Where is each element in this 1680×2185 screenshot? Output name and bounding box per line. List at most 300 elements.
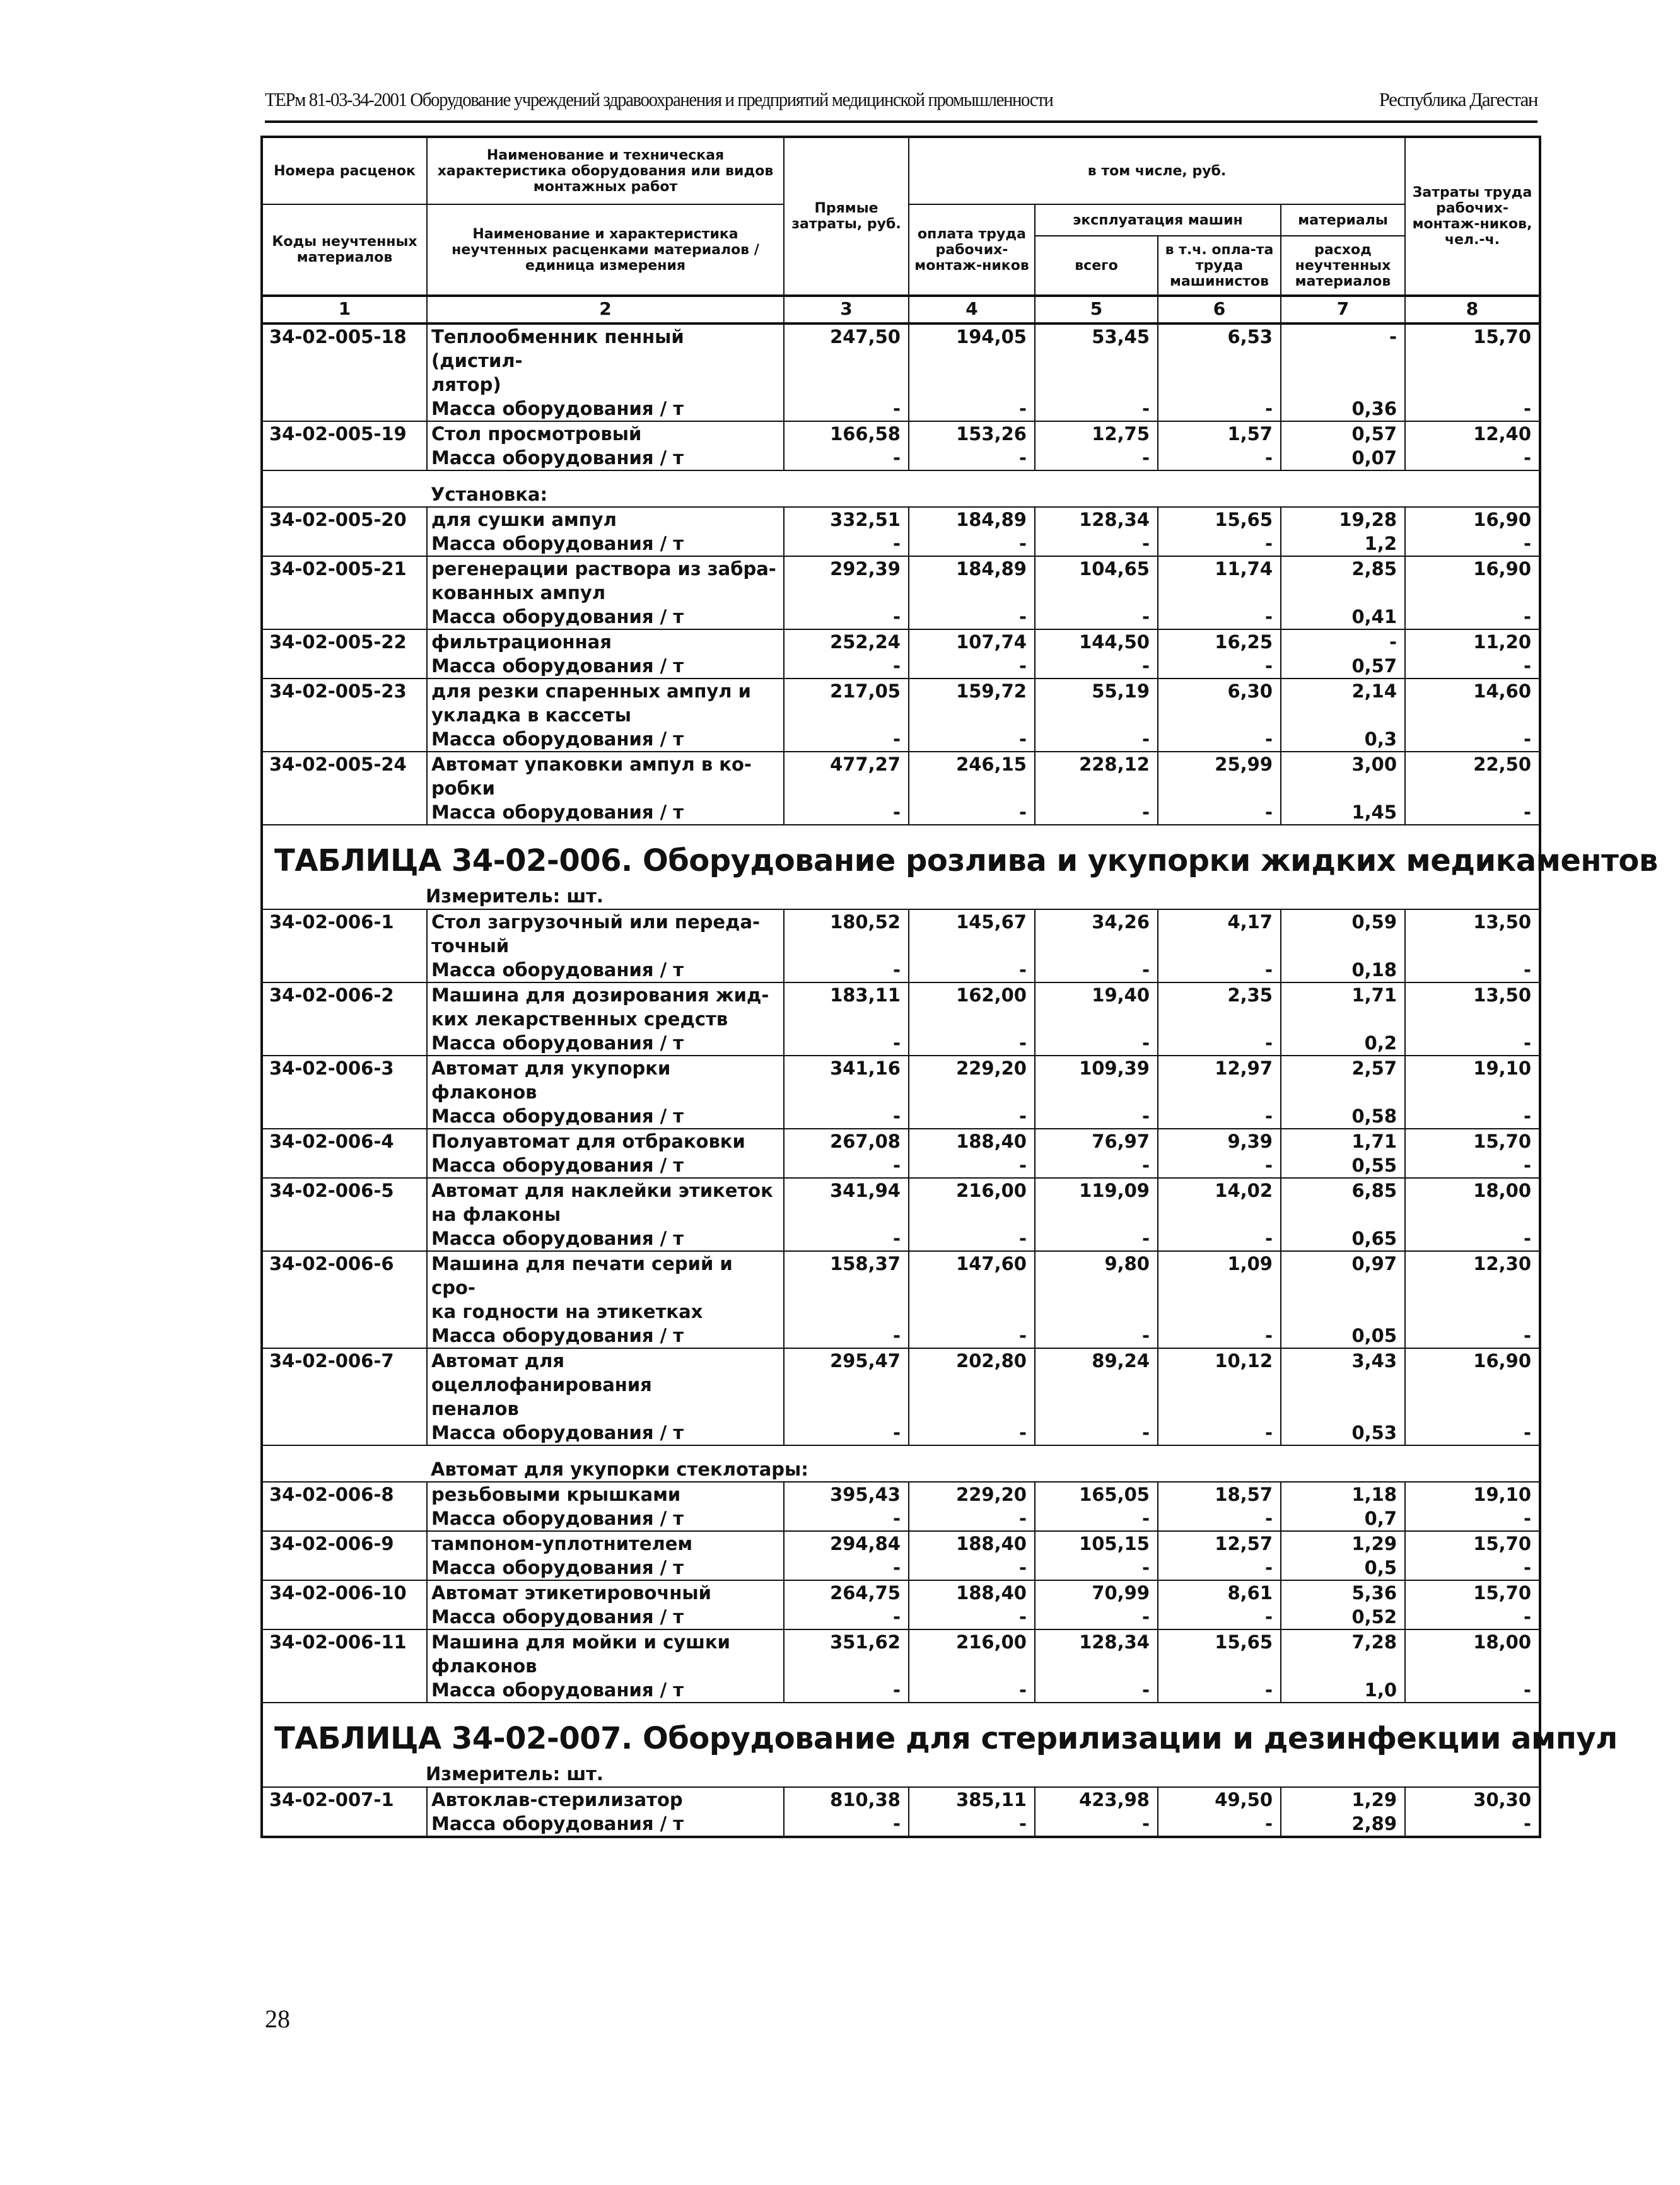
mass-value: 0,05: [1281, 1324, 1405, 1348]
rate-code: 34-02-006-3: [262, 1056, 427, 1104]
mass-dash: -: [909, 727, 1035, 752]
rate-value: 341,94: [784, 1178, 909, 1227]
mass-dash: -: [1405, 1031, 1540, 1056]
mass-dash: -: [1158, 1153, 1281, 1178]
mass-code-empty: [262, 1812, 427, 1837]
mass-label: Масса оборудования / т: [427, 446, 784, 470]
rate-name: Стол загрузочный или переда- точный: [427, 909, 784, 958]
mass-row: [262, 1031, 1540, 1056]
mass-label: Масса оборудования / т: [427, 654, 784, 679]
column-number: 3: [784, 296, 909, 323]
rate-value: 332,51: [784, 507, 909, 532]
mass-row: [262, 1227, 1540, 1251]
mass-dash: -: [909, 605, 1035, 629]
rate-row: [262, 629, 1540, 654]
mass-value: 2,89: [1281, 1812, 1405, 1837]
rate-value: 15,70: [1405, 1129, 1540, 1153]
mass-dash: -: [909, 654, 1035, 679]
measure-unit: Измеритель: шт.: [426, 885, 604, 907]
subheading-row: [262, 470, 1540, 507]
rate-row: [262, 1348, 1540, 1421]
rate-name: Машина для мойки и сушки флаконов: [427, 1629, 784, 1678]
rate-value: 15,70: [1405, 323, 1540, 397]
rate-name: Машина для дозирования жид- ких лекарственных средств: [427, 982, 784, 1031]
rate-row: [262, 1056, 1540, 1104]
mass-row: [262, 446, 1540, 470]
mass-dash: -: [1035, 605, 1158, 629]
column-number: 7: [1281, 296, 1405, 323]
rate-row: [262, 1482, 1540, 1506]
rate-value: 1,09: [1158, 1251, 1281, 1324]
mass-row: [262, 1506, 1540, 1531]
rate-value: 76,97: [1035, 1129, 1158, 1153]
header-material-names: Наименование и характеристика неучтенных расценками материалов / единица измерения: [427, 204, 784, 296]
mass-dash: -: [1158, 1421, 1281, 1445]
header-name-technical: Наименование и техническая характеристика оборудования или видов монтажных работ: [427, 137, 784, 204]
mass-dash: -: [909, 532, 1035, 556]
mass-label: Масса оборудования / т: [427, 397, 784, 421]
subheading-row: [262, 1445, 1540, 1482]
mass-label: Масса оборудования / т: [427, 1421, 784, 1445]
rate-value: 1,18: [1281, 1482, 1405, 1506]
mass-dash: -: [1405, 1153, 1540, 1178]
mass-dash: -: [1405, 532, 1540, 556]
mass-dash: -: [909, 1812, 1035, 1837]
mass-dash: -: [1405, 1605, 1540, 1629]
rate-row: [262, 752, 1540, 800]
mass-code-empty: [262, 800, 427, 825]
rate-value: 159,72: [909, 679, 1035, 727]
mass-dash: -: [784, 1153, 909, 1178]
mass-value: 0,41: [1281, 605, 1405, 629]
rate-value: 13,50: [1405, 909, 1540, 958]
mass-dash: -: [909, 1605, 1035, 1629]
rate-value: 395,43: [784, 1482, 909, 1506]
rate-row: [262, 421, 1540, 446]
mass-code-empty: [262, 397, 427, 421]
rate-value: 12,75: [1035, 421, 1158, 446]
mass-dash: -: [909, 1153, 1035, 1178]
mass-label: Масса оборудования / т: [427, 1812, 784, 1837]
mass-row: [262, 958, 1540, 982]
mass-label: Масса оборудования / т: [427, 1678, 784, 1703]
mass-dash: -: [1035, 1556, 1158, 1580]
rate-value: 12,40: [1405, 421, 1540, 446]
rate-row: [262, 982, 1540, 1031]
mass-dash: -: [909, 1421, 1035, 1445]
rate-value: 144,50: [1035, 629, 1158, 654]
mass-dash: -: [784, 1678, 909, 1703]
rate-value: 158,37: [784, 1251, 909, 1324]
column-number: 1: [262, 296, 427, 323]
mass-dash: -: [1405, 397, 1540, 421]
mass-code-empty: [262, 727, 427, 752]
rate-value: 15,70: [1405, 1531, 1540, 1556]
mass-row: [262, 800, 1540, 825]
mass-label: Масса оборудования / т: [427, 532, 784, 556]
rate-value: 0,57: [1281, 421, 1405, 446]
mass-dash: -: [1405, 800, 1540, 825]
header-rule: [265, 120, 1537, 123]
mass-dash: -: [1158, 1812, 1281, 1837]
rate-value: 810,38: [784, 1787, 909, 1812]
header-materials: материалы: [1281, 204, 1405, 236]
mass-row: [262, 397, 1540, 421]
mass-dash: -: [1035, 1153, 1158, 1178]
rate-value: 3,43: [1281, 1348, 1405, 1421]
mass-value: 0,58: [1281, 1104, 1405, 1129]
mass-dash: -: [1035, 1506, 1158, 1531]
rate-value: 104,65: [1035, 556, 1158, 605]
rate-value: 228,12: [1035, 752, 1158, 800]
rate-name: Машина для печати серий и сро- ка годности на этикетках: [427, 1251, 784, 1324]
table-title: ТАБЛИЦА 34-02-006. Оборудование розлива и укупорки жидких медикаментов: [274, 843, 1658, 878]
mass-code-empty: [262, 1104, 427, 1129]
rate-code: 34-02-006-2: [262, 982, 427, 1031]
rate-value: 15,65: [1158, 1629, 1281, 1678]
mass-dash: -: [909, 958, 1035, 982]
rate-value: 16,90: [1405, 507, 1540, 532]
rate-value: 10,12: [1158, 1348, 1281, 1421]
header-rate-numbers: Номера расценок: [262, 137, 427, 204]
rate-value: 18,57: [1158, 1482, 1281, 1506]
rate-code: 34-02-006-8: [262, 1482, 427, 1506]
rate-row: [262, 1251, 1540, 1324]
mass-dash: -: [909, 1556, 1035, 1580]
page-header: [265, 88, 1537, 114]
rate-row: [262, 909, 1540, 958]
rate-code: 34-02-006-1: [262, 909, 427, 958]
rate-value: 109,39: [1035, 1056, 1158, 1104]
mass-value: 0,65: [1281, 1227, 1405, 1251]
rate-name: резьбовыми крышками: [427, 1482, 784, 1506]
rate-value: 252,24: [784, 629, 909, 654]
rate-code: 34-02-006-11: [262, 1629, 427, 1678]
mass-value: 1,45: [1281, 800, 1405, 825]
rate-value: 216,00: [909, 1178, 1035, 1227]
rate-name: Автомат для наклейки этикеток на флаконы: [427, 1178, 784, 1227]
rate-name: для резки спаренных ампул и укладка в кассеты: [427, 679, 784, 727]
rate-row: [262, 1178, 1540, 1227]
rate-value: -: [1281, 323, 1405, 397]
rate-code: 34-02-006-5: [262, 1178, 427, 1227]
rate-name: Автомат для укупорки флаконов: [427, 1056, 784, 1104]
rate-value: 0,59: [1281, 909, 1405, 958]
mass-dash: -: [1158, 446, 1281, 470]
rate-value: 2,57: [1281, 1056, 1405, 1104]
subheading: Автомат для укупорки стеклотары:: [427, 1445, 1540, 1482]
mass-code-empty: [262, 1678, 427, 1703]
mass-row: [262, 1324, 1540, 1348]
rate-code: 34-02-006-7: [262, 1348, 427, 1421]
mass-dash: -: [784, 1506, 909, 1531]
rate-row: [262, 507, 1540, 532]
rate-value: 153,26: [909, 421, 1035, 446]
mass-code-empty: [262, 654, 427, 679]
rate-value: 53,45: [1035, 323, 1158, 397]
rate-value: 19,28: [1281, 507, 1405, 532]
price-table: [260, 136, 1658, 1838]
mass-row: [262, 1556, 1540, 1580]
mass-dash: -: [1405, 654, 1540, 679]
mass-dash: -: [1158, 1104, 1281, 1129]
rate-value: 267,08: [784, 1129, 909, 1153]
mass-dash: -: [1035, 800, 1158, 825]
mass-dash: -: [784, 1812, 909, 1837]
rate-value: 341,16: [784, 1056, 909, 1104]
rate-value: 202,80: [909, 1348, 1035, 1421]
mass-dash: -: [784, 727, 909, 752]
rate-value: 188,40: [909, 1580, 1035, 1605]
rate-code: 34-02-005-23: [262, 679, 427, 727]
mass-code-empty: [262, 1324, 427, 1348]
page-number: 28: [265, 2005, 290, 2033]
rate-value: 145,67: [909, 909, 1035, 958]
rate-value: 6,85: [1281, 1178, 1405, 1227]
mass-dash: -: [1158, 654, 1281, 679]
rate-row: [262, 1580, 1540, 1605]
rate-value: 16,90: [1405, 1348, 1540, 1421]
rate-value: 247,50: [784, 323, 909, 397]
rate-value: 166,58: [784, 421, 909, 446]
rate-name: Теплообменник пенный (дистил- лятор): [427, 323, 784, 397]
rate-code: 34-02-006-9: [262, 1531, 427, 1556]
table-title-cell: [262, 825, 1658, 909]
mass-dash: -: [1405, 1812, 1540, 1837]
mass-dash: -: [784, 958, 909, 982]
mass-code-empty: [262, 1227, 427, 1251]
mass-dash: -: [1035, 1678, 1158, 1703]
mass-code-empty: [262, 1605, 427, 1629]
mass-dash: -: [784, 1324, 909, 1348]
mass-dash: -: [784, 1031, 909, 1056]
mass-value: 0,53: [1281, 1421, 1405, 1445]
rate-value: 1,71: [1281, 982, 1405, 1031]
rate-value: 128,34: [1035, 1629, 1158, 1678]
rate-name: фильтрационная: [427, 629, 784, 654]
rate-value: 6,30: [1158, 679, 1281, 727]
rate-value: 14,02: [1158, 1178, 1281, 1227]
rate-value: 15,65: [1158, 507, 1281, 532]
mass-dash: -: [909, 446, 1035, 470]
mass-dash: -: [784, 654, 909, 679]
document-region: Республика Дагестан: [1379, 88, 1537, 110]
rate-value: 4,17: [1158, 909, 1281, 958]
rate-code: 34-02-005-20: [262, 507, 427, 532]
mass-row: [262, 1812, 1540, 1837]
rate-value: 162,00: [909, 982, 1035, 1031]
subheading-empty: [262, 1445, 427, 1482]
table-title-row: [262, 1703, 1540, 1787]
header-labor-costs: Затраты труда рабочих-монтаж-ников, чел.-ч.: [1405, 137, 1540, 296]
rate-value: 19,40: [1035, 982, 1158, 1031]
mass-row: [262, 654, 1540, 679]
mass-dash: -: [784, 397, 909, 421]
rate-code: 34-02-006-4: [262, 1129, 427, 1153]
mass-code-empty: [262, 1506, 427, 1531]
rate-row: [262, 1129, 1540, 1153]
mass-value: 0,36: [1281, 397, 1405, 421]
mass-row: [262, 1421, 1540, 1445]
rate-code: 34-02-007-1: [262, 1787, 427, 1812]
rate-code: 34-02-006-10: [262, 1580, 427, 1605]
mass-value: 1,0: [1281, 1678, 1405, 1703]
mass-dash: -: [909, 1227, 1035, 1251]
mass-dash: -: [1035, 1104, 1158, 1129]
mass-dash: -: [1405, 1506, 1540, 1531]
rate-code: 34-02-005-18: [262, 323, 427, 397]
rate-value: 147,60: [909, 1251, 1035, 1324]
rate-value: 16,90: [1405, 556, 1540, 605]
rate-value: 15,70: [1405, 1580, 1540, 1605]
table-body: [262, 323, 1658, 1837]
mass-dash: -: [1158, 800, 1281, 825]
mass-dash: -: [909, 1678, 1035, 1703]
mass-dash: -: [784, 1227, 909, 1251]
table-header: [262, 137, 1540, 323]
rate-row: [262, 556, 1540, 605]
table-title-row: [262, 825, 1540, 909]
rate-name: тампоном-уплотнителем: [427, 1531, 784, 1556]
rate-value: 1,29: [1281, 1787, 1405, 1812]
mass-dash: -: [1035, 1605, 1158, 1629]
rate-value: 25,99: [1158, 752, 1281, 800]
header-material-codes: Коды неучтенных материалов: [262, 204, 427, 296]
mass-code-empty: [262, 446, 427, 470]
rate-value: 188,40: [909, 1531, 1035, 1556]
rate-value: 34,26: [1035, 909, 1158, 958]
mass-dash: -: [1035, 532, 1158, 556]
rate-value: 216,00: [909, 1629, 1035, 1678]
mass-dash: -: [1405, 1104, 1540, 1129]
mass-value: 0,18: [1281, 958, 1405, 982]
rate-value: 264,75: [784, 1580, 909, 1605]
rate-value: 8,61: [1158, 1580, 1281, 1605]
mass-dash: -: [1158, 1031, 1281, 1056]
mass-label: Масса оборудования / т: [427, 1031, 784, 1056]
rate-value: 180,52: [784, 909, 909, 958]
rate-value: 13,50: [1405, 982, 1540, 1031]
rate-value: 119,09: [1035, 1178, 1158, 1227]
mass-row: [262, 1153, 1540, 1178]
mass-value: 0,55: [1281, 1153, 1405, 1178]
rate-value: 3,00: [1281, 752, 1405, 800]
mass-row: [262, 727, 1540, 752]
rate-value: 11,20: [1405, 629, 1540, 654]
table-title: ТАБЛИЦА 34-02-007. Оборудование для стерилизации и дезинфекции ампул: [274, 1721, 1618, 1756]
mass-dash: -: [1405, 1324, 1540, 1348]
mass-value: 0,07: [1281, 446, 1405, 470]
rate-row: [262, 323, 1540, 397]
mass-dash: -: [909, 1104, 1035, 1129]
mass-dash: -: [1035, 727, 1158, 752]
rate-value: 14,60: [1405, 679, 1540, 727]
mass-dash: -: [1158, 727, 1281, 752]
rate-value: 295,47: [784, 1348, 909, 1421]
mass-dash: -: [909, 397, 1035, 421]
table-title-cell: [262, 1703, 1618, 1787]
mass-dash: -: [784, 1104, 909, 1129]
header-material-consumption: расход неучтенных материалов: [1281, 236, 1405, 296]
mass-row: [262, 605, 1540, 629]
rate-value: -: [1281, 629, 1405, 654]
mass-label: Масса оборудования / т: [427, 1605, 784, 1629]
mass-row: [262, 1678, 1540, 1703]
rate-value: 89,24: [1035, 1348, 1158, 1421]
mass-dash: -: [1158, 532, 1281, 556]
rate-row: [262, 1531, 1540, 1556]
subheading: Установка:: [427, 470, 1540, 507]
mass-dash: -: [909, 1031, 1035, 1056]
rate-value: 229,20: [909, 1056, 1035, 1104]
mass-dash: -: [1405, 1227, 1540, 1251]
rate-name: регенерации раствора из забра- кованных ампул: [427, 556, 784, 605]
mass-dash: -: [909, 1324, 1035, 1348]
rate-value: 128,34: [1035, 507, 1158, 532]
rate-value: 105,15: [1035, 1531, 1158, 1556]
mass-dash: -: [1158, 605, 1281, 629]
mass-row: [262, 1605, 1540, 1629]
mass-value: 1,2: [1281, 532, 1405, 556]
column-number: 4: [909, 296, 1035, 323]
rate-value: 1,57: [1158, 421, 1281, 446]
rate-value: 12,30: [1405, 1251, 1540, 1324]
mass-dash: -: [1158, 958, 1281, 982]
rate-row: [262, 679, 1540, 727]
mass-dash: -: [1035, 654, 1158, 679]
rate-value: 292,39: [784, 556, 909, 605]
mass-label: Масса оборудования / т: [427, 800, 784, 825]
rate-value: 18,00: [1405, 1629, 1540, 1678]
rate-value: 246,15: [909, 752, 1035, 800]
mass-dash: -: [1158, 1556, 1281, 1580]
rate-code: 34-02-006-6: [262, 1251, 427, 1324]
rate-name: Полуавтомат для отбраковки: [427, 1129, 784, 1153]
rate-value: 12,57: [1158, 1531, 1281, 1556]
mass-code-empty: [262, 605, 427, 629]
rate-value: 16,25: [1158, 629, 1281, 654]
rate-value: 188,40: [909, 1129, 1035, 1153]
mass-dash: -: [1035, 1227, 1158, 1251]
header-wages: оплата труда рабочих-монтаж-ников: [909, 204, 1035, 296]
rate-value: 19,10: [1405, 1056, 1540, 1104]
rate-value: 19,10: [1405, 1482, 1540, 1506]
rate-value: 9,80: [1035, 1251, 1158, 1324]
rate-value: 165,05: [1035, 1482, 1158, 1506]
rate-name: Автомат для оцеллофанирования пеналов: [427, 1348, 784, 1421]
rate-name: Автомат упаковки ампул в ко- робки: [427, 752, 784, 800]
mass-dash: -: [1035, 1421, 1158, 1445]
rate-value: 423,98: [1035, 1787, 1158, 1812]
rate-value: 1,29: [1281, 1531, 1405, 1556]
rate-value: 477,27: [784, 752, 909, 800]
mass-dash: -: [1405, 958, 1540, 982]
mass-dash: -: [784, 1605, 909, 1629]
mass-dash: -: [1035, 958, 1158, 982]
mass-dash: -: [1035, 397, 1158, 421]
rate-value: 294,84: [784, 1531, 909, 1556]
mass-dash: -: [909, 800, 1035, 825]
rate-value: 2,35: [1158, 982, 1281, 1031]
mass-row: [262, 1104, 1540, 1129]
mass-dash: -: [1035, 1031, 1158, 1056]
header-machine-operation: эксплуатация машин: [1035, 204, 1281, 236]
rate-value: 184,89: [909, 556, 1035, 605]
mass-dash: -: [784, 532, 909, 556]
rate-value: 6,53: [1158, 323, 1281, 397]
rate-value: 217,05: [784, 679, 909, 727]
mass-value: 0,57: [1281, 654, 1405, 679]
